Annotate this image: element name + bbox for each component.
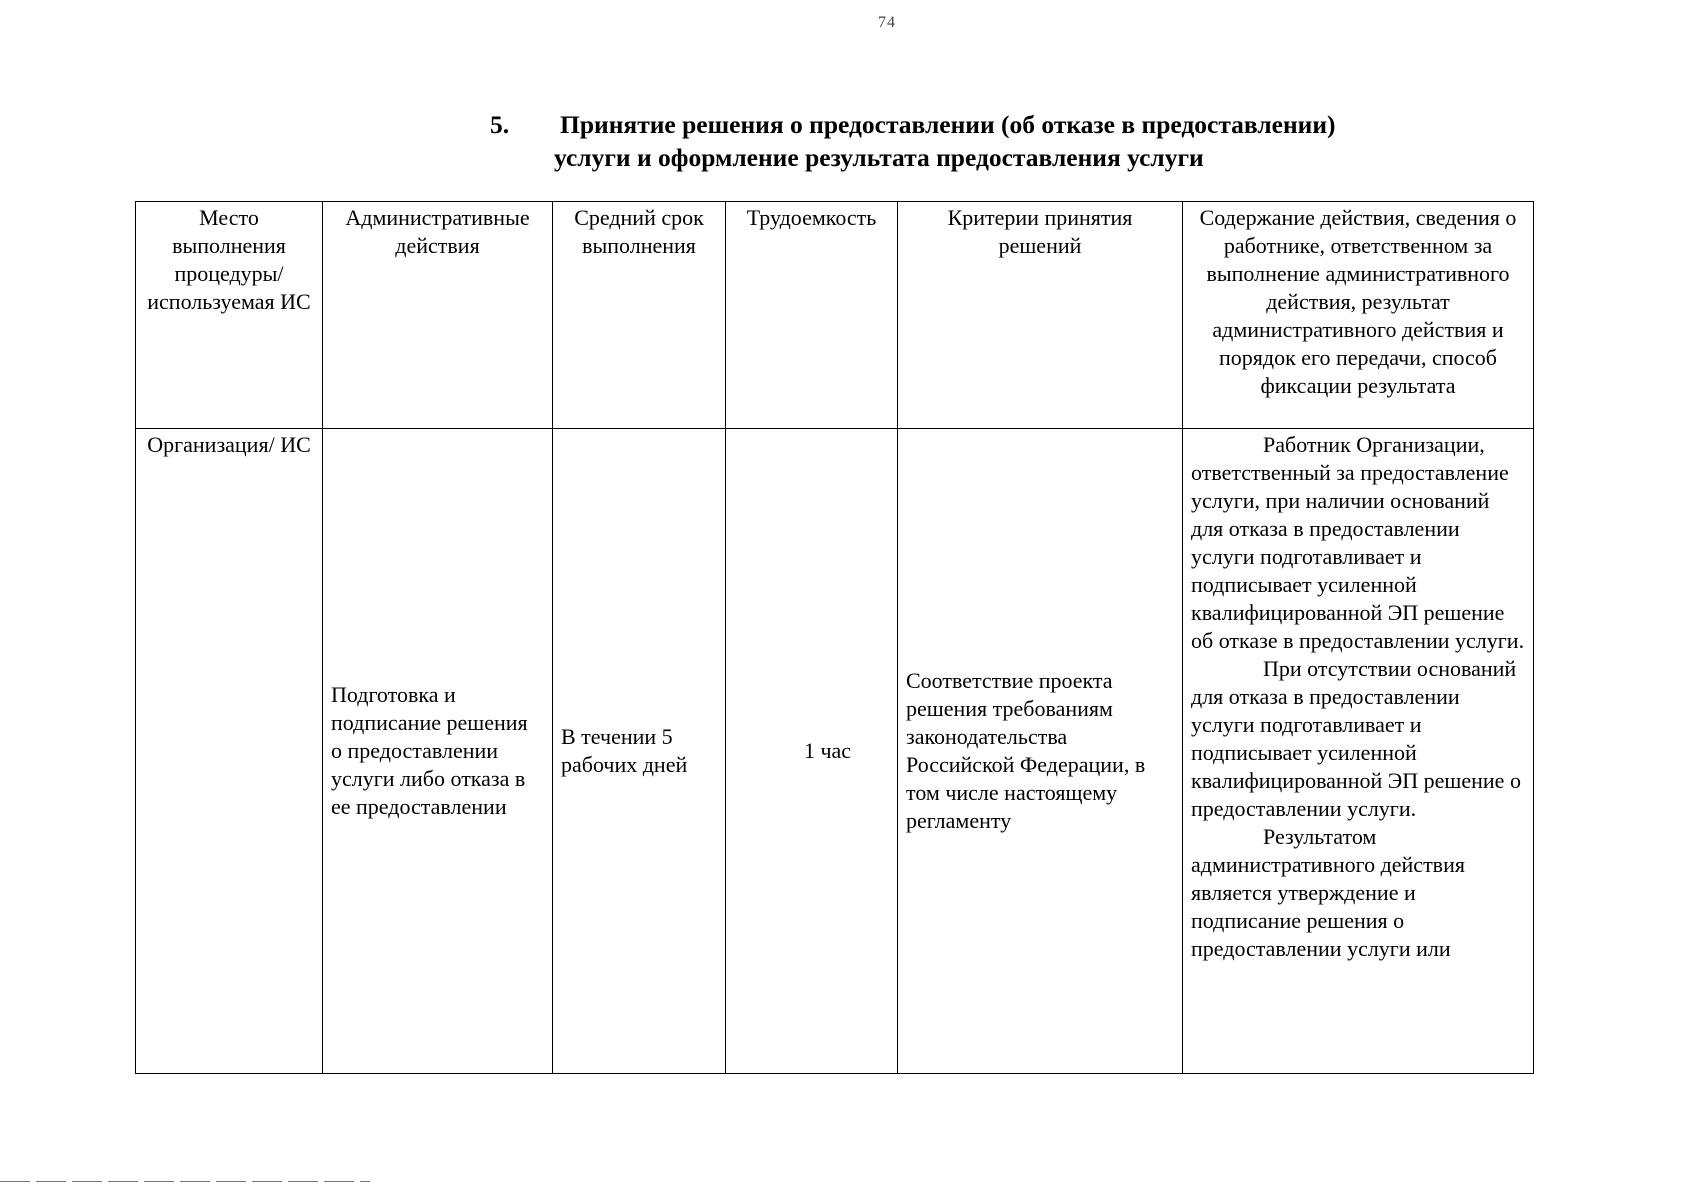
section-title-line2: услуги и оформление результата предоставления услуги [554, 143, 1204, 172]
content-paragraph-1: Работник Организации, ответственный за предоставление услуги, при наличии оснований для отказа в предоставлении услуги подготавливает и подписывает усиленной квалифицированной ЭП решение об отказе в предоставлении услуги. [1191, 432, 1525, 653]
scan-artifact-line [0, 1181, 370, 1182]
content-paragraph-3: Результатом административного действия является утверждение и подписание решения о предоставлении услуги или [1191, 824, 1465, 961]
header-term: Средний срок выполнения [553, 202, 726, 429]
header-criteria: Критерии принятия решений [898, 202, 1183, 429]
cell-criteria: Соответствие проекта решения требованиям законодательства Российской Федерации, в том числе настоящему регламенту [898, 429, 1183, 1074]
table-row [136, 429, 1534, 1074]
section-title-line1: Принятие решения о предоставлении (об отказе в предоставлении) [560, 110, 1336, 139]
table-header-row [136, 202, 1534, 429]
header-content: Содержание действия, сведения о работнике, ответственном за выполнение административного действия, результат административного действия и порядок его передачи, способ фиксации результата [1183, 202, 1534, 429]
procedure-table [135, 201, 1534, 1074]
cell-term: В течении 5 рабочих дней [553, 429, 726, 1074]
cell-action: Подготовка и подписание решения о предоставлении услуги либо отказа в ее предоставлении [323, 429, 553, 1074]
section-number: 5. [490, 110, 510, 139]
cell-labor: 1 час [726, 429, 898, 1074]
content-paragraph-2: При отсутствии оснований для отказа в предоставлении услуги подготавливает и подписывает усиленной квалифицированной ЭП решение о предоставлении услуги. [1191, 656, 1521, 821]
header-action: Административные действия [323, 202, 553, 429]
header-place: Место выполнения процедуры/ используемая ИС [136, 202, 323, 429]
cell-place: Организация/ ИС [136, 429, 323, 1074]
page-number: 74 [878, 14, 896, 31]
cell-content [1183, 429, 1534, 1074]
header-labor: Трудоемкость [726, 202, 898, 429]
